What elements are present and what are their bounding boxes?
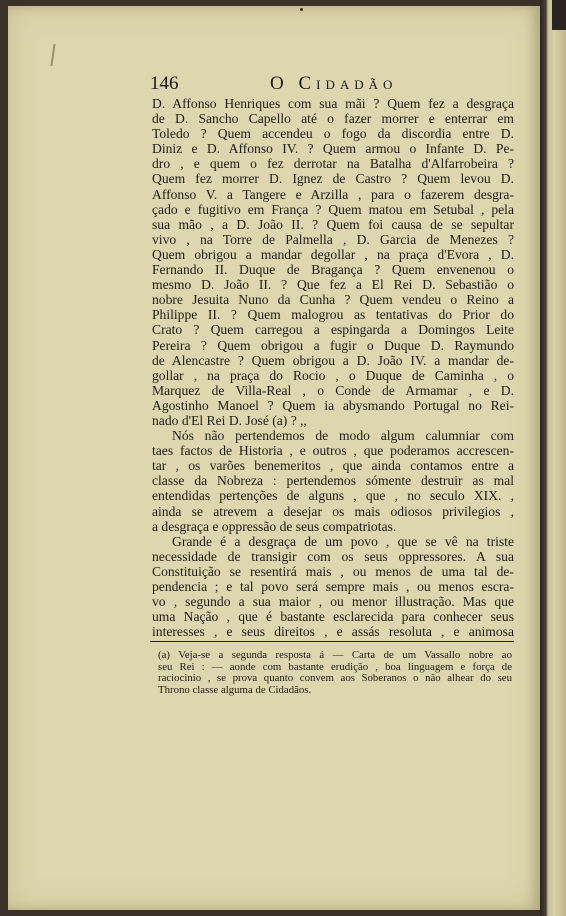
ink-spot xyxy=(300,8,303,11)
text-line: Pereira ? Quem obrigou a fugir o Duque D. Raymundo xyxy=(152,337,514,353)
text-line: taes factos de Historia , e outros , que poderamos accrescen- xyxy=(152,443,514,459)
text-line: mesmo D. João II. ? Que fez a El Rei D. Sebastião o xyxy=(152,277,514,293)
text-line: Constituição se resentirá mais , ou menos de uma tal de- xyxy=(152,563,514,579)
page-header xyxy=(150,73,522,97)
body-text xyxy=(152,96,514,639)
footnote xyxy=(158,650,512,696)
text-line: gollar , na praça do Rocio , o Duque de Caminha , o xyxy=(152,367,514,383)
text-line: vo , segundo a sua maior , ou menor illustração. Mas que xyxy=(152,594,514,610)
text-line: Crato ? Quem carregou a espingarda a Domingos Leite xyxy=(152,322,514,338)
footnote-line: raciocinio , se prova quanto convem aos Soberanos o não alhear do seu xyxy=(158,673,512,685)
text-line: Quem fez morrer D. Ignez de Castro ? Quem levou D. xyxy=(152,171,514,187)
text-line: necessidade de transigir com os seus oppressores. A sua xyxy=(152,548,514,564)
text-line: ainda se atrevem a desejar os mais odiosos privilegios , xyxy=(152,503,514,519)
book-spine xyxy=(540,0,566,916)
text-line: Toledo ? Quem accendeu o fogo da discordia entre D. xyxy=(152,126,514,142)
footnote-rule xyxy=(150,641,514,642)
footnote-line: Throno classe alguma de Cidadãos. xyxy=(158,684,312,696)
text-line: entendidas pertenções de alguns , que , no seculo XIX. , xyxy=(152,488,514,504)
footnote-line: (a) Veja-se a segunda resposta á — Carta de um Vassallo nobre ao xyxy=(158,650,512,661)
text-line: de Alencastre ? Quem obrigou a D. João IV. a mandar de- xyxy=(152,352,514,368)
text-line: D. Affonso Henriques com sua mãi ? Quem fez a desgraça xyxy=(152,96,514,111)
text-line: Affonso V. a Tangere e Arzilla , para o fazerem desgra- xyxy=(152,186,514,202)
text-line: pendencia ; e tal povo será sempre mais , ou menos escra- xyxy=(152,579,514,594)
text-line: classe da Nobreza : pertendemos sómente destruir as mal xyxy=(152,473,514,489)
spine-shadow xyxy=(552,0,566,30)
text-line: Grande é a desgraça de um povo , que se vê na triste xyxy=(172,533,514,549)
text-line: Diniz e D. Affonso IV. ? Quem armou o Infante D. Pe- xyxy=(152,141,514,157)
text-line: a desgraça e oppressão de seus compatriotas. xyxy=(152,518,397,534)
text-line: nobre Jesuita Nuno da Cunha ? Quem vendeu o Reino a xyxy=(152,292,514,308)
text-line: interesses , e seus direitos , e assás resoluta , e animosa xyxy=(152,624,514,640)
text-line: sua mão , a D. João II. ? Quem foi causa de se sepultar xyxy=(152,216,514,232)
text-line: nado d'El Rei D. José (a) ? ,, xyxy=(152,412,307,428)
text-line: uma Nação , que é bastante esclarecida para conhecer seus xyxy=(152,609,514,625)
text-line: de D. Sancho Capello até o fazer morrer e enterrar em xyxy=(152,111,514,127)
footnote-line: seu Rei : — aonde com bastante erudição , boa linguagem e força de xyxy=(158,661,512,673)
text-line: çado e fugitivo em França ? Quem matou em Setubal , pela xyxy=(152,201,514,217)
text-line: Philippe II. ? Quem malogrou as tentativas do Prior do xyxy=(152,307,514,323)
running-title: O Cidadão xyxy=(270,73,398,94)
text-line: dro , e quem o fez derrotar na Batalha d'Alfarrobeira ? xyxy=(152,156,514,172)
text-line: Fernando II. Duque de Bragança ? Quem envenenou o xyxy=(152,262,514,278)
text-line: Quem obrigou a mandar degollar , na praça d'Evora , D. xyxy=(152,246,514,262)
ink-mark xyxy=(50,44,55,66)
text-line: vivo , na Torre de Palmella , D. Garcia de Menezes ? xyxy=(152,231,514,247)
text-line: Agostinho Manoel ? Quem ia abysmando Portugal no Rei- xyxy=(152,397,514,413)
text-line: Marquez de Villa-Real , o Conde de Armamar , e D. xyxy=(152,382,514,398)
text-line: tar , os varões benemeritos , que ainda contamos entre a xyxy=(152,458,514,474)
page-number: 146 xyxy=(150,73,179,94)
text-line: Nós não pertendemos de modo algum calumniar com xyxy=(172,428,514,444)
